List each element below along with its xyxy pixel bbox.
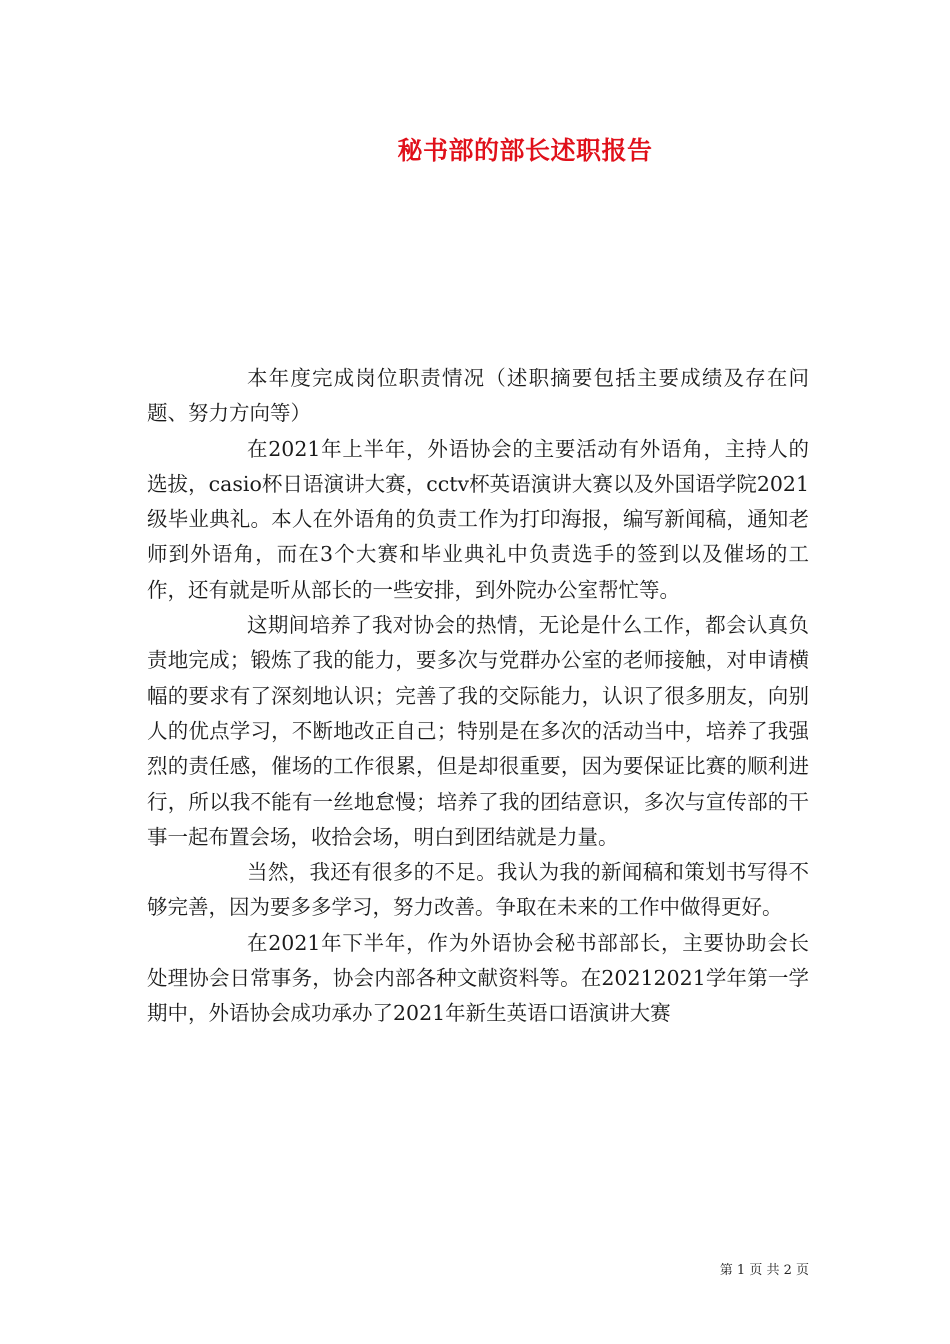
paragraph: 在2021年上半年，外语协会的主要活动有外语角，主持人的选拔，casio杯日语演讲大赛，cctv杯英语演讲大赛以及外国语学院2021级毕业典礼。本人在外语角的负责工作为打印海报，编写新闻稿，通知老师到外语角，而在3个大赛和毕业典礼中负责选手的签到以及催场的工作，还有就是听从部长的一些安排，到外院办公室帮忙等。 <box>147 436 809 602</box>
page-number-footer: 第 1 页 共 2 页 <box>719 1263 809 1278</box>
paragraph: 这期间培养了我对协会的热情，无论是什么工作，都会认真负责地完成；锻炼了我的能力，要多次与党群办公室的老师接触，对申请横幅的要求有了深刻地认识；完善了我的交际能力，认识了很多朋友，向别人的优点学习，不断地改正自己；特别是在多次的活动当中，培养了我强烈的责任感，催场的工作很累，但是却很重要，因为要保证比赛的顺利进行，所以我不能有一丝地怠慢；培养了我的团结意识，多次与宣传部的干事一起布置会场，收拾会场，明白到团结就是力量。 <box>147 613 809 849</box>
paragraph: 在2021年下半年，作为外语协会秘书部部长，主要协助会长处理协会日常事务，协会内部各种文献资料等。在20212021学年第一学期中，外语协会成功承办了2021年新生英语口语演讲大赛 <box>147 930 809 1026</box>
paragraph: 本年度完成岗位职责情况（述职摘要包括主要成绩及存在问题、努力方向等） <box>147 366 809 426</box>
document-title: 秘书部的部长述职报告 <box>397 136 653 165</box>
paragraph: 当然，我还有很多的不足。我认为我的新闻稿和策划书写得不够完善，因为要多多学习，努力改善。争取在未来的工作中做得更好。 <box>147 860 809 920</box>
document-body <box>147 361 809 1032</box>
